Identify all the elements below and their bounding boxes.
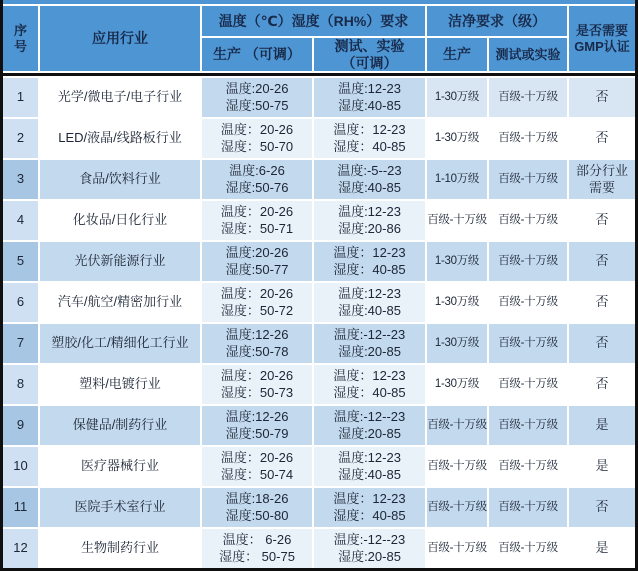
humidity-line: 湿度：40-85 (333, 138, 406, 154)
header-temp-humidity-group: 温度（℃）湿度（RH%）要求 (202, 6, 425, 36)
row12-clean-prod: 百级-十万级 (427, 529, 487, 568)
row3-clean-prod: 1-10万级 (427, 160, 487, 199)
humidity-line: 湿度:50-78 (225, 343, 289, 359)
humidity-line: 湿度：40-85 (333, 507, 406, 523)
row6-clean-prod: 1-30万级 (427, 283, 487, 322)
table-grid (3, 0, 635, 568)
humidity-line: 湿度：50-70 (220, 138, 294, 154)
row3-clean-test: 百级-十万级 (489, 160, 567, 199)
header-gmp-line1: 是否需要 (575, 22, 628, 38)
row10-clean-prod: 百级-十万级 (427, 447, 487, 486)
row9-industry: 保健品/制药行业 (40, 406, 200, 445)
header-body-divider (3, 73, 635, 76)
temp-line: 温度:20-26 (225, 80, 289, 96)
row12-number: 12 (3, 529, 38, 568)
row2-temp-test (314, 119, 425, 158)
table-top-accent (3, 0, 635, 4)
row11-industry: 医院手术室行业 (40, 488, 200, 527)
temp-line: 温度：20-26 (220, 203, 294, 219)
row8-number: 8 (3, 365, 38, 404)
row1-temp-prod (202, 78, 312, 117)
row7-industry: 塑胶/化工/精细化工行业 (40, 324, 200, 363)
temp-line: 温度：20-26 (220, 367, 294, 383)
row8-gmp: 否 (569, 365, 635, 404)
temp-line: 温度:12-26 (225, 408, 289, 424)
row10-temp-test (314, 447, 425, 486)
row7-temp-prod (202, 324, 312, 363)
row12-gmp: 是 (569, 529, 635, 568)
row2-industry: LED/液晶/线路板行业 (40, 119, 200, 158)
row5-number: 5 (3, 242, 38, 281)
humidity-line: 湿度:40-85 (338, 179, 401, 195)
row8-temp-prod (202, 365, 312, 404)
header-serial-line1: 序 (13, 22, 27, 38)
header-clean-test: 测试或实验 (489, 38, 567, 71)
temp-line: 温度：12-23 (333, 490, 406, 506)
row3-industry: 食品/饮料行业 (40, 160, 200, 199)
row1-industry: 光学/微电子/电子行业 (40, 78, 200, 117)
row11-temp-prod (202, 488, 312, 527)
temp-line: 温度:12-23 (338, 449, 401, 465)
row6-clean-test: 百级-十万级 (489, 283, 567, 322)
row11-gmp: 否 (569, 488, 635, 527)
row10-industry: 医疗器械行业 (40, 447, 200, 486)
row9-temp-test (314, 406, 425, 445)
temp-line: 温度:-12--23 (333, 531, 406, 547)
row7-temp-test (314, 324, 425, 363)
row4-number: 4 (3, 201, 38, 240)
header-serial-number (3, 6, 38, 71)
humidity-line: 湿度:20-85 (338, 548, 401, 564)
row5-clean-prod: 1-30万级 (427, 242, 487, 281)
humidity-line: 湿度:20-85 (338, 425, 401, 441)
row8-clean-prod: 1-30万级 (427, 365, 487, 404)
row3-number: 3 (3, 160, 38, 199)
humidity-line: 湿度：40-85 (333, 384, 406, 400)
humidity-line: 湿度：50-73 (220, 384, 294, 400)
row11-clean-test: 百级-十万级 (489, 488, 567, 527)
row3-temp-test (314, 160, 425, 199)
row7-clean-prod: 1-30万级 (427, 324, 487, 363)
temp-line: 温度:20-26 (225, 244, 289, 260)
row6-temp-test (314, 283, 425, 322)
row5-temp-prod (202, 242, 312, 281)
row9-number: 9 (3, 406, 38, 445)
row2-clean-test: 百级-十万级 (489, 119, 567, 158)
row3-gmp: 部分行业需要 (569, 160, 635, 199)
row4-industry: 化妆品/日化行业 (40, 201, 200, 240)
humidity-line: 湿度:40-85 (338, 97, 401, 113)
header-cleanliness-group: 洁净要求（级） (427, 6, 567, 36)
row11-clean-prod: 百级-十万级 (427, 488, 487, 527)
humidity-line: 湿度:20-85 (338, 343, 401, 359)
row11-number: 11 (3, 488, 38, 527)
row7-number: 7 (3, 324, 38, 363)
row5-industry: 光伏新能源行业 (40, 242, 200, 281)
humidity-line: 湿度： 50-75 (219, 548, 295, 564)
row2-gmp: 否 (569, 119, 635, 158)
humidity-line: 湿度:50-77 (225, 261, 289, 277)
header-gmp-certification (569, 6, 635, 71)
row7-clean-test: 百级-十万级 (489, 324, 567, 363)
row9-clean-test: 百级-十万级 (489, 406, 567, 445)
row8-clean-test: 百级-十万级 (489, 365, 567, 404)
temp-line: 温度:-12--23 (333, 408, 406, 424)
header-temp-test-line1: 测试、实验 (334, 37, 405, 54)
humidity-line: 湿度：40-85 (333, 261, 406, 277)
row4-gmp: 否 (569, 201, 635, 240)
row9-clean-prod: 百级-十万级 (427, 406, 487, 445)
row9-temp-prod (202, 406, 312, 445)
row9-gmp: 是 (569, 406, 635, 445)
row10-temp-prod (202, 447, 312, 486)
header-clean-production: 生产 (427, 38, 487, 71)
row6-gmp: 否 (569, 283, 635, 322)
row6-temp-prod (202, 283, 312, 322)
header-temp-production: 生产 （可调） (202, 38, 312, 71)
row1-temp-test (314, 78, 425, 117)
row4-clean-prod: 百级-十万级 (427, 201, 487, 240)
row12-industry: 生物制药行业 (40, 529, 200, 568)
row4-clean-test: 百级-十万级 (489, 201, 567, 240)
row10-number: 10 (3, 447, 38, 486)
temp-line: 温度： 6-26 (222, 531, 292, 547)
row2-number: 2 (3, 119, 38, 158)
temp-line: 温度:12-23 (338, 285, 401, 301)
temp-line: 温度:6-26 (229, 162, 285, 178)
humidity-line: 湿度:50-80 (225, 507, 289, 523)
header-temp-test-line2: （可调） (341, 54, 398, 71)
humidity-line: 湿度：50-74 (220, 466, 294, 482)
row6-industry: 汽车/航空/精密加行业 (40, 283, 200, 322)
temp-line: 温度:12-23 (338, 203, 401, 219)
temp-line: 温度：12-23 (333, 121, 406, 137)
temp-line: 温度：20-26 (220, 449, 294, 465)
row7-gmp: 否 (569, 324, 635, 363)
temp-line: 温度:-5--23 (337, 162, 402, 178)
row12-temp-test (314, 529, 425, 568)
humidity-line: 湿度:40-85 (338, 466, 401, 482)
row5-temp-test (314, 242, 425, 281)
humidity-line: 湿度:20-86 (338, 220, 401, 236)
row5-clean-test: 百级-十万级 (489, 242, 567, 281)
header-serial-line2: 号 (13, 38, 27, 54)
row10-gmp: 是 (569, 447, 635, 486)
humidity-line: 湿度：50-72 (220, 302, 294, 318)
humidity-line: 湿度：50-71 (220, 220, 294, 236)
row2-clean-prod: 1-30万级 (427, 119, 487, 158)
temp-line: 温度:12-23 (338, 80, 401, 96)
header-gmp-line2: GMP认证 (574, 38, 630, 54)
temp-line: 温度:12-26 (225, 326, 289, 342)
temp-line: 温度：20-26 (220, 285, 294, 301)
row1-clean-test: 百级-十万级 (489, 78, 567, 117)
temp-line: 温度：20-26 (220, 121, 294, 137)
row4-temp-prod (202, 201, 312, 240)
row10-clean-test: 百级-十万级 (489, 447, 567, 486)
humidity-line: 湿度:50-75 (225, 97, 289, 113)
header-industry: 应用行业 (40, 6, 200, 71)
row4-temp-test (314, 201, 425, 240)
row2-temp-prod (202, 119, 312, 158)
row5-gmp: 否 (569, 242, 635, 281)
row12-clean-test: 百级-十万级 (489, 529, 567, 568)
row3-temp-prod (202, 160, 312, 199)
header-temp-test (314, 38, 425, 71)
humidity-line: 湿度:50-76 (225, 179, 289, 195)
row1-number: 1 (3, 78, 38, 117)
temp-line: 温度:-12--23 (333, 326, 406, 342)
humidity-line: 湿度:50-79 (225, 425, 289, 441)
humidity-line: 湿度:40-85 (338, 302, 401, 318)
row6-number: 6 (3, 283, 38, 322)
temp-line: 温度：12-23 (333, 367, 406, 383)
temp-line: 温度:18-26 (225, 490, 289, 506)
row1-clean-prod: 1-30万级 (427, 78, 487, 117)
row1-gmp: 否 (569, 78, 635, 117)
row8-temp-test (314, 365, 425, 404)
temp-line: 温度：12-23 (333, 244, 406, 260)
row8-industry: 塑料/电镀行业 (40, 365, 200, 404)
row11-temp-test (314, 488, 425, 527)
row12-temp-prod (202, 529, 312, 568)
